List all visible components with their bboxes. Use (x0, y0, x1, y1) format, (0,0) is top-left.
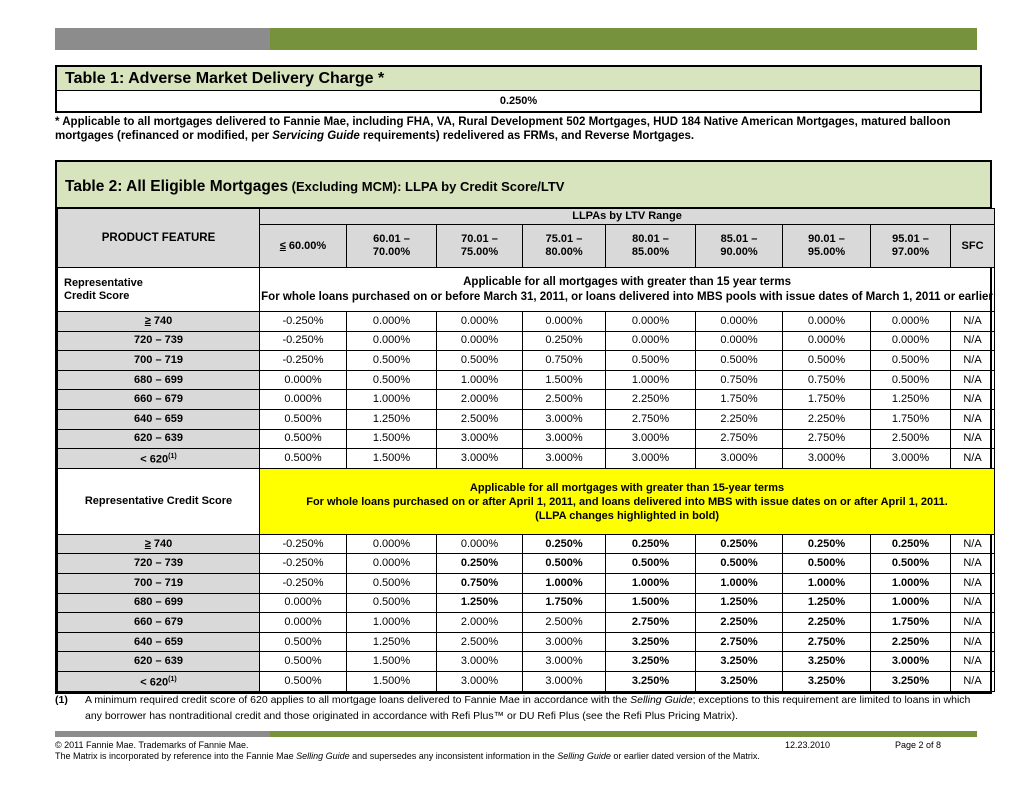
llpa-value-cell: 0.000% (437, 331, 523, 351)
footer-line2-italic1: Selling Guide (296, 751, 350, 761)
llpa-value-cell: 1.250% (347, 632, 437, 652)
llpa-value-cell: 1.750% (871, 409, 951, 429)
llpa-value-cell: 0.500% (871, 370, 951, 390)
llpa-value-cell: 2.750% (606, 613, 696, 633)
llpa-value-cell: 2.250% (696, 613, 783, 633)
llpa-value-cell: 2.750% (696, 632, 783, 652)
credit-score-cell (58, 652, 260, 672)
llpa-value-cell: 3.000% (606, 449, 696, 469)
footer-line2-pre: The Matrix is incorporated by reference into the Fannie Mae (55, 751, 297, 761)
llpa-value-cell: 3.250% (606, 652, 696, 672)
footer-copyright: © 2011 Fannie Mae. Trademarks of Fannie Mae. (55, 740, 249, 750)
ltv-column-header-line1: 60.01 – (373, 233, 410, 245)
table2-grid (57, 208, 995, 692)
llpa-value-cell: 1.000% (523, 573, 606, 593)
table-row (58, 449, 995, 469)
ltv-range-header: LLPAs by LTV Range (260, 209, 995, 225)
llpa-value-cell: 0.000% (696, 312, 783, 332)
credit-score-cell (58, 312, 260, 332)
ltv-column-header (523, 225, 606, 268)
llpa-value-cell: 2.500% (437, 409, 523, 429)
llpa-value-cell: 0.000% (260, 370, 347, 390)
llpa-value-cell: 2.750% (783, 429, 871, 449)
section1-applicability (260, 268, 995, 312)
llpa-value-cell: N/A (951, 409, 995, 429)
footer-line1 (55, 740, 977, 751)
llpa-value-cell: 3.000% (783, 449, 871, 469)
footnote-number: (1) (55, 694, 68, 706)
top-bar-gray-segment (55, 28, 270, 50)
table1-title: Table 1: Adverse Market Delivery Charge * (57, 67, 980, 91)
llpa-value-cell: 1.750% (523, 593, 606, 613)
llpa-value-cell: 0.000% (437, 534, 523, 554)
llpa-value-cell: 1.750% (871, 613, 951, 633)
credit-score-cell (58, 429, 260, 449)
table2-llpa (55, 160, 992, 694)
llpa-value-cell: -0.250% (260, 534, 347, 554)
llpa-value-cell: 0.500% (260, 449, 347, 469)
ltv-column-header-line1: SFC (961, 239, 984, 252)
llpa-value-cell: N/A (951, 652, 995, 672)
llpa-value-cell: N/A (951, 632, 995, 652)
credit-score-cell (58, 593, 260, 613)
llpa-value-cell: -0.250% (260, 573, 347, 593)
credit-score-cell (58, 671, 260, 691)
credit-score-label: 640 – 659 (134, 635, 183, 648)
llpa-value-cell: 1.000% (347, 390, 437, 410)
footer-date: 12.23.2010 (785, 740, 831, 750)
table1-note-post: requirements) redelivered as FRMs, and Reverse Mortgages. (359, 130, 695, 142)
llpa-value-cell: N/A (951, 370, 995, 390)
credit-score-label: 620 – 639 (134, 655, 183, 668)
table1-note-pre: * Applicable to all mortgages delivered to Fannie Mae, including FHA, VA, Rural Development 502 Mortgages, HUD 184 Native American Mortgages, matured balloon mortgages (refinanced or modified, per (55, 116, 951, 142)
ltv-column-header-line1: 85.01 – (720, 233, 758, 245)
footnote-post: ; exceptions to this requirement are limited to loans in which any borrower has nontraditional credit and those originated in accordance with Refi Plus™ or DU Refi Plus (see the Refi Plus Pricing Matrix). (85, 694, 971, 722)
ltv-column-header-line2: 90.00% (720, 246, 758, 258)
llpa-value-cell: 0.500% (871, 351, 951, 371)
footnote-italic: Selling Guide (630, 694, 693, 706)
credit-score-label: 660 – 679 (134, 393, 183, 406)
credit-score-cell (58, 573, 260, 593)
llpa-value-cell: 0.500% (260, 429, 347, 449)
section1-score-label-l1: Representative (64, 276, 143, 289)
llpa-value-cell: 0.500% (606, 351, 696, 371)
llpa-value-cell: 2.250% (783, 613, 871, 633)
llpa-value-cell: N/A (951, 351, 995, 371)
llpa-value-cell: 0.750% (523, 351, 606, 371)
page-footer (55, 740, 977, 762)
top-bar-green-segment (270, 28, 977, 50)
ltv-column-header-line1: 70.01 – (461, 233, 498, 245)
llpa-value-cell: 0.500% (347, 573, 437, 593)
llpa-value-cell: N/A (951, 534, 995, 554)
llpa-value-cell: 0.500% (347, 593, 437, 613)
llpa-value-cell: 2.250% (696, 409, 783, 429)
llpa-value-cell: 0.250% (523, 331, 606, 351)
credit-score-cell (58, 409, 260, 429)
llpa-value-cell: 0.000% (606, 312, 696, 332)
footer-page: Page 2 of 8 (895, 740, 942, 750)
ltv-column-header (696, 225, 783, 268)
footer-line2-italic2: Selling Guide (557, 751, 611, 761)
table2-title-sub: (Excluding MCM): LLPA by Credit Score/LTV (288, 179, 565, 194)
footnote-ref: (1) (168, 675, 177, 683)
llpa-value-cell: 0.250% (696, 534, 783, 554)
table-row (58, 613, 995, 633)
llpa-value-cell: 0.000% (347, 554, 437, 574)
llpa-value-cell: 1.500% (347, 429, 437, 449)
llpa-value-cell: 0.000% (523, 312, 606, 332)
llpa-value-cell: 2.500% (523, 390, 606, 410)
ltv-column-header (347, 225, 437, 268)
credit-score-label: ≥ 740 (144, 537, 173, 550)
ltv-column-header-line2: 85.00% (631, 246, 670, 258)
llpa-value-cell: 1.250% (783, 593, 871, 613)
llpa-value-cell: 0.000% (606, 331, 696, 351)
llpa-value-cell: 2.750% (606, 409, 696, 429)
credit-score-cell (58, 534, 260, 554)
llpa-value-cell: 0.500% (260, 409, 347, 429)
llpa-value-cell: 2.750% (783, 632, 871, 652)
table1-value: 0.250% (499, 95, 538, 107)
llpa-value-cell: N/A (951, 449, 995, 469)
llpa-value-cell: 3.000% (523, 671, 606, 691)
credit-score-label: 660 – 679 (134, 615, 183, 628)
llpa-value-cell: 0.000% (260, 390, 347, 410)
credit-score-label: 700 – 719 (134, 353, 183, 366)
llpa-value-cell: 2.250% (606, 390, 696, 410)
footer-line2-post: or earlier dated version of the Matrix. (610, 751, 760, 761)
llpa-value-cell: 3.000% (523, 429, 606, 449)
llpa-value-cell: 0.500% (606, 554, 696, 574)
llpa-value-cell: 1.000% (347, 613, 437, 633)
section2-applicability (260, 468, 995, 534)
llpa-value-cell: 0.250% (437, 554, 523, 574)
ltv-column-header (606, 225, 696, 268)
ltv-column-header-line1: 80.01 – (632, 233, 669, 245)
credit-score-cell (58, 449, 260, 469)
llpa-value-cell: 0.500% (871, 554, 951, 574)
llpa-value-cell: 0.500% (696, 351, 783, 371)
llpa-value-cell: 1.750% (783, 390, 871, 410)
credit-score-label: 680 – 699 (134, 373, 183, 386)
llpa-value-cell: 0.000% (871, 312, 951, 332)
llpa-value-cell: 0.250% (606, 534, 696, 554)
llpa-value-cell: 1.000% (871, 593, 951, 613)
llpa-value-cell: 1.250% (871, 390, 951, 410)
ltv-column-header-line2: 70.00% (372, 246, 411, 258)
llpa-value-cell: N/A (951, 573, 995, 593)
llpa-value-cell: 1.500% (523, 370, 606, 390)
llpa-value-cell: 1.000% (696, 573, 783, 593)
llpa-value-cell: 1.250% (347, 409, 437, 429)
llpa-value-cell: N/A (951, 671, 995, 691)
credit-score-label: < 620 (140, 676, 169, 689)
llpa-value-cell: 0.000% (347, 312, 437, 332)
table1-note-italic: Servicing Guide (272, 130, 360, 142)
llpa-value-cell: 3.000% (437, 449, 523, 469)
credit-score-label: 640 – 659 (134, 412, 183, 425)
credit-score-cell (58, 331, 260, 351)
credit-score-label: < 620 (140, 453, 169, 466)
credit-score-label: 700 – 719 (134, 576, 183, 589)
credit-score-cell (58, 632, 260, 652)
llpa-value-cell: 0.000% (260, 613, 347, 633)
ltv-column-header-line1: 75.01 – (545, 233, 583, 245)
llpa-value-cell: 0.000% (347, 331, 437, 351)
ltv-column-header (783, 225, 871, 268)
llpa-value-cell: 0.250% (783, 534, 871, 554)
llpa-value-cell: 2.750% (696, 429, 783, 449)
ltv-column-header (437, 225, 523, 268)
section2-app-line1: Applicable for all mortgages with greater than 15-year terms (469, 481, 785, 494)
table2-title (57, 162, 990, 208)
llpa-value-cell: 0.750% (696, 370, 783, 390)
llpa-value-cell: 3.250% (696, 652, 783, 672)
llpa-value-cell: 0.500% (783, 554, 871, 574)
llpa-value-cell: 0.500% (260, 671, 347, 691)
llpa-value-cell: -0.250% (260, 331, 347, 351)
llpa-value-cell: 3.000% (606, 429, 696, 449)
llpa-value-cell: 0.000% (347, 534, 437, 554)
ltv-column-header-line1: ≤ 60.00% (279, 239, 327, 252)
table-row (58, 554, 995, 574)
credit-score-cell (58, 370, 260, 390)
llpa-value-cell: 0.500% (437, 351, 523, 371)
llpa-value-cell: N/A (951, 613, 995, 633)
llpa-value-cell: 2.250% (871, 632, 951, 652)
llpa-value-cell: 1.000% (783, 573, 871, 593)
ltv-column-header (260, 225, 347, 268)
credit-score-cell (58, 390, 260, 410)
llpa-value-cell: 0.500% (260, 652, 347, 672)
footnote-pre: A minimum required credit score of 620 applies to all mortgage loans delivered to Fannie Mae in accordance with the (85, 694, 631, 706)
llpa-value-cell: 3.250% (696, 671, 783, 691)
credit-score-label: 620 – 639 (134, 432, 183, 445)
ltv-column-header-line2: 75.00% (460, 246, 499, 258)
llpa-value-cell: N/A (951, 331, 995, 351)
llpa-value-cell: N/A (951, 554, 995, 574)
llpa-value-cell: 1.500% (347, 671, 437, 691)
bottom-color-bar (55, 731, 977, 737)
llpa-value-cell: 0.000% (696, 331, 783, 351)
ltv-column-header-line1: 95.01 – (892, 233, 929, 245)
ltv-column-header-line2: 97.00% (891, 246, 930, 258)
llpa-value-cell: -0.250% (260, 554, 347, 574)
llpa-value-cell: 2.500% (437, 632, 523, 652)
llpa-value-cell: 0.750% (437, 573, 523, 593)
table-row (58, 429, 995, 449)
credit-score-label: 720 – 739 (134, 334, 183, 347)
llpa-value-cell: 3.000% (523, 632, 606, 652)
section1-score-label (58, 268, 260, 312)
table-row (58, 632, 995, 652)
llpa-value-cell: 3.000% (437, 671, 523, 691)
llpa-value-cell: 3.250% (606, 671, 696, 691)
section1-app-line1: Applicable for all mortgages with greater than 15 year terms (463, 276, 791, 288)
llpa-value-cell: 1.000% (606, 573, 696, 593)
table-row (58, 534, 995, 554)
table-row (58, 331, 995, 351)
bottom-bar-gray-segment (55, 731, 270, 737)
llpa-value-cell: 3.000% (523, 409, 606, 429)
llpa-value-cell: 1.000% (871, 573, 951, 593)
footnote-text (85, 692, 985, 724)
table1-adverse-market-charge (55, 65, 982, 113)
section2-app-line2: For whole loans purchased on or after April 1, 2011, and loans delivered into MBS with issue dates on or after April 1, 2011. (306, 495, 948, 508)
credit-score-label: ≥ 740 (144, 314, 173, 327)
footnote-1 (55, 692, 985, 724)
bottom-bar-green-segment (270, 731, 977, 737)
llpa-value-cell: 3.250% (783, 652, 871, 672)
llpa-value-cell: -0.250% (260, 351, 347, 371)
ltv-column-header (871, 225, 951, 268)
llpa-value-cell: N/A (951, 390, 995, 410)
llpa-value-cell: 1.250% (696, 593, 783, 613)
table1-note (55, 115, 985, 143)
llpa-value-cell: 2.250% (783, 409, 871, 429)
llpa-value-cell: 1.500% (606, 593, 696, 613)
ltv-column-header-line2: 95.00% (807, 246, 846, 258)
llpa-value-cell: 0.250% (523, 534, 606, 554)
llpa-value-cell: 3.000% (871, 449, 951, 469)
llpa-value-cell: 0.000% (783, 312, 871, 332)
credit-score-cell (58, 351, 260, 371)
footnote-ref: (1) (168, 453, 177, 461)
llpa-value-cell: N/A (951, 593, 995, 613)
llpa-value-cell: N/A (951, 312, 995, 332)
llpa-value-cell: 3.000% (871, 652, 951, 672)
top-color-bar (55, 28, 977, 50)
llpa-value-cell: 3.000% (696, 449, 783, 469)
section1-app-line2: For whole loans purchased on or before March 31, 2011, or loans delivered into MBS pools with issue dates of March 1, 2011 or earlier (261, 291, 993, 303)
llpa-value-cell: 0.500% (347, 370, 437, 390)
llpa-value-cell: 0.000% (783, 331, 871, 351)
footer-line2 (55, 751, 977, 762)
llpa-value-cell: -0.250% (260, 312, 347, 332)
llpa-value-cell: 1.000% (437, 370, 523, 390)
footer-line2-mid: and supersedes any inconsistent information in the (349, 751, 558, 761)
table-row (58, 370, 995, 390)
section2-app-line3: (LLPA changes highlighted in bold) (535, 509, 719, 522)
table-row (58, 593, 995, 613)
table-row (58, 390, 995, 410)
llpa-value-cell: 0.000% (871, 331, 951, 351)
llpa-value-cell: 1.250% (437, 593, 523, 613)
llpa-value-cell: 2.000% (437, 613, 523, 633)
llpa-value-cell: 0.500% (523, 554, 606, 574)
credit-score-cell (58, 554, 260, 574)
llpa-value-cell: 0.500% (783, 351, 871, 371)
credit-score-cell (58, 613, 260, 633)
table-row (58, 652, 995, 672)
llpa-value-cell: 0.000% (437, 312, 523, 332)
table-row (58, 409, 995, 429)
llpa-value-cell: 1.500% (347, 449, 437, 469)
llpa-value-cell: 0.500% (696, 554, 783, 574)
llpa-value-cell: 2.500% (871, 429, 951, 449)
llpa-value-cell: 0.000% (260, 593, 347, 613)
llpa-value-cell: 0.250% (871, 534, 951, 554)
llpa-value-cell: 3.250% (871, 671, 951, 691)
llpa-value-cell: 0.500% (347, 351, 437, 371)
llpa-value-cell: 0.750% (783, 370, 871, 390)
section2-score-label: Representative Credit Score (58, 468, 260, 534)
table-row (58, 351, 995, 371)
llpa-value-cell: N/A (951, 429, 995, 449)
llpa-value-cell: 1.000% (606, 370, 696, 390)
ltv-column-header-line2: 80.00% (545, 246, 583, 258)
credit-score-label: 680 – 699 (134, 596, 183, 609)
llpa-value-cell: 1.500% (347, 652, 437, 672)
product-feature-header: PRODUCT FEATURE (58, 209, 260, 268)
table-row (58, 312, 995, 332)
table2-title-main: Table 2: All Eligible Mortgages (65, 178, 289, 195)
credit-score-label: 720 – 739 (134, 557, 183, 570)
section1-score-label-l2: Credit Score (64, 289, 130, 302)
table-row (58, 573, 995, 593)
llpa-value-cell: 2.000% (437, 390, 523, 410)
ltv-column-header-line1: 90.01 – (808, 233, 845, 245)
llpa-value-cell: 3.000% (437, 652, 523, 672)
llpa-value-cell: 0.500% (260, 632, 347, 652)
llpa-value-cell: 3.000% (437, 429, 523, 449)
llpa-value-cell: 3.000% (523, 652, 606, 672)
llpa-value-cell: 3.250% (783, 671, 871, 691)
llpa-value-cell: 3.250% (606, 632, 696, 652)
table-row (58, 671, 995, 691)
ltv-column-header (951, 225, 995, 268)
llpa-value-cell: 1.750% (696, 390, 783, 410)
llpa-value-cell: 3.000% (523, 449, 606, 469)
llpa-value-cell: 2.500% (523, 613, 606, 633)
